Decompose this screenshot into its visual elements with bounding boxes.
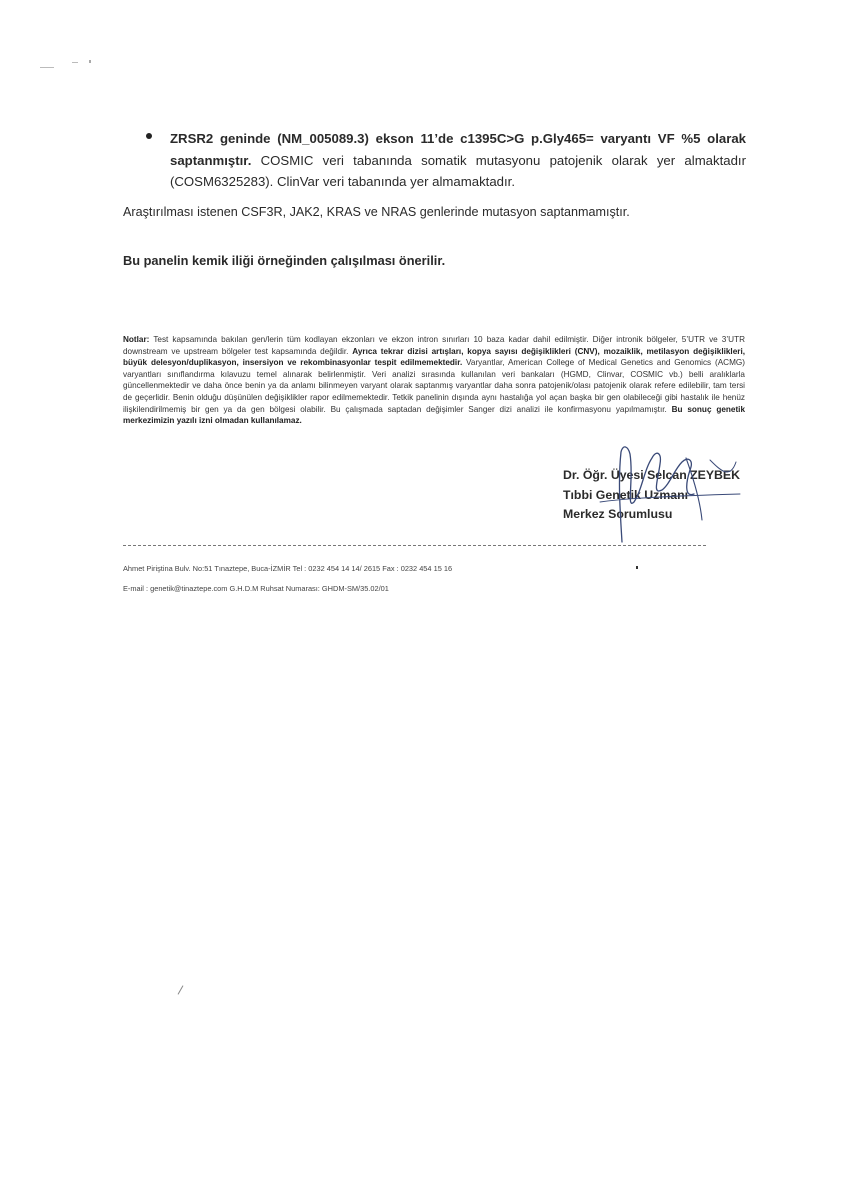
footer-divider <box>123 545 706 546</box>
scan-speck <box>178 985 184 994</box>
handwritten-signature <box>590 440 750 550</box>
variant-finding-detail: COSMIC veri tabanında somatik mutasyonu patojenik olarak yer almaktadır (COSM6325283). ClinVar veri tabanında yer almamaktadır. <box>170 152 746 189</box>
scan-speck <box>40 67 54 68</box>
footer-address: Ahmet Piriştina Bulv. No:51 Tınaztepe, Buca-İZMİR Tel : 0232 454 14 14/ 2615 Fax : 0232 454 15 16 <box>123 564 453 573</box>
scan-speck <box>72 62 78 63</box>
notes-bold-2: Bu sonuç genetik merkezimizin yazılı izni olmadan kullanılamaz. <box>123 404 745 426</box>
recommendation: Bu panelin kemik iliği örneğinden çalışılması önerilir. <box>123 253 446 268</box>
signatory-title: Tıbbi Genetik Uzmanı <box>563 487 689 502</box>
signatory-role: Merkez Sorumlusu <box>563 507 673 521</box>
negative-genes-paragraph: Araştırılması istenen CSF3R, JAK2, KRAS ve NRAS genlerinde mutasyon saptanmamıştır. <box>123 205 630 219</box>
variant-finding <box>146 128 746 193</box>
notes-label: Notlar: <box>123 335 150 344</box>
notes-bold-1: Ayrıca tekrar dizisi artışları, kopya sayısı değişiklikleri (CNV), mozaiklik, metilasyon değişiklikleri, büyük delesyon/duplikasyon, insersiyon ve rekombinasyonlar tespit edilmemektedir. <box>123 346 745 368</box>
scan-speck <box>89 60 91 63</box>
signatory-name: Dr. Öğr. Üyesi Selcan ZEYBEK <box>563 468 741 482</box>
variant-finding-text <box>170 128 746 193</box>
notes-paragraph <box>123 334 745 427</box>
notes-part-1: Test kapsamında bakılan gen/lerin tüm kodlayan ekzonları ve ekzon intron sınırları 10 baza kadar dahil edilmiştir. Diğer intronik bölgeler, 5’UTR ve 3’UTR downstream ve upstream bölgeler test kapsamında değildir. <box>123 335 745 356</box>
variant-finding-bold: ZRSR2 geninde (NM_005089.3) ekson 11’de c1395C>G p.Gly465= varyantı VF %5 olarak saptanmıştır. <box>170 131 746 168</box>
footer-email-license: E-mail : genetik@tinaztepe.com G.H.D.M Ruhsat Numarası: GHDM-SM/35.02/01 <box>123 584 389 593</box>
notes-part-2: Varyantlar, American College of Medical Genetics and Genomics (ACMG) varyantları sınıflandırma kılavuzu temel alınarak belirlenmiştir. Veri analizi sırasında kullanılan veri bankaları (HGMD, Clinvar, COSMIC vb.) belli aralıklarla güncellenmektedir ve daha önce benin ya da anlamı bilinmeyen varyant olarak saptanmış varyantlar daha sonra patojenik/olası patojenik olarak refere edilebilir, tam tersi de geçerlidir. Benin olduğu düşünülen değişiklikler rapor edilmemektedir. Tetkik panelinin dışında aynı hastalığa yol açan başka bir gen olabileceği gibi hastalık ile henüz ilişkilendirilmemiş bir gen ya da gen bölgesi olabilir. Bu çalışmada saptadan değişimler Sanger dizi analizi ile konfirmasyonu yapılmamıştır. <box>123 358 745 414</box>
bullet-icon <box>146 133 152 139</box>
